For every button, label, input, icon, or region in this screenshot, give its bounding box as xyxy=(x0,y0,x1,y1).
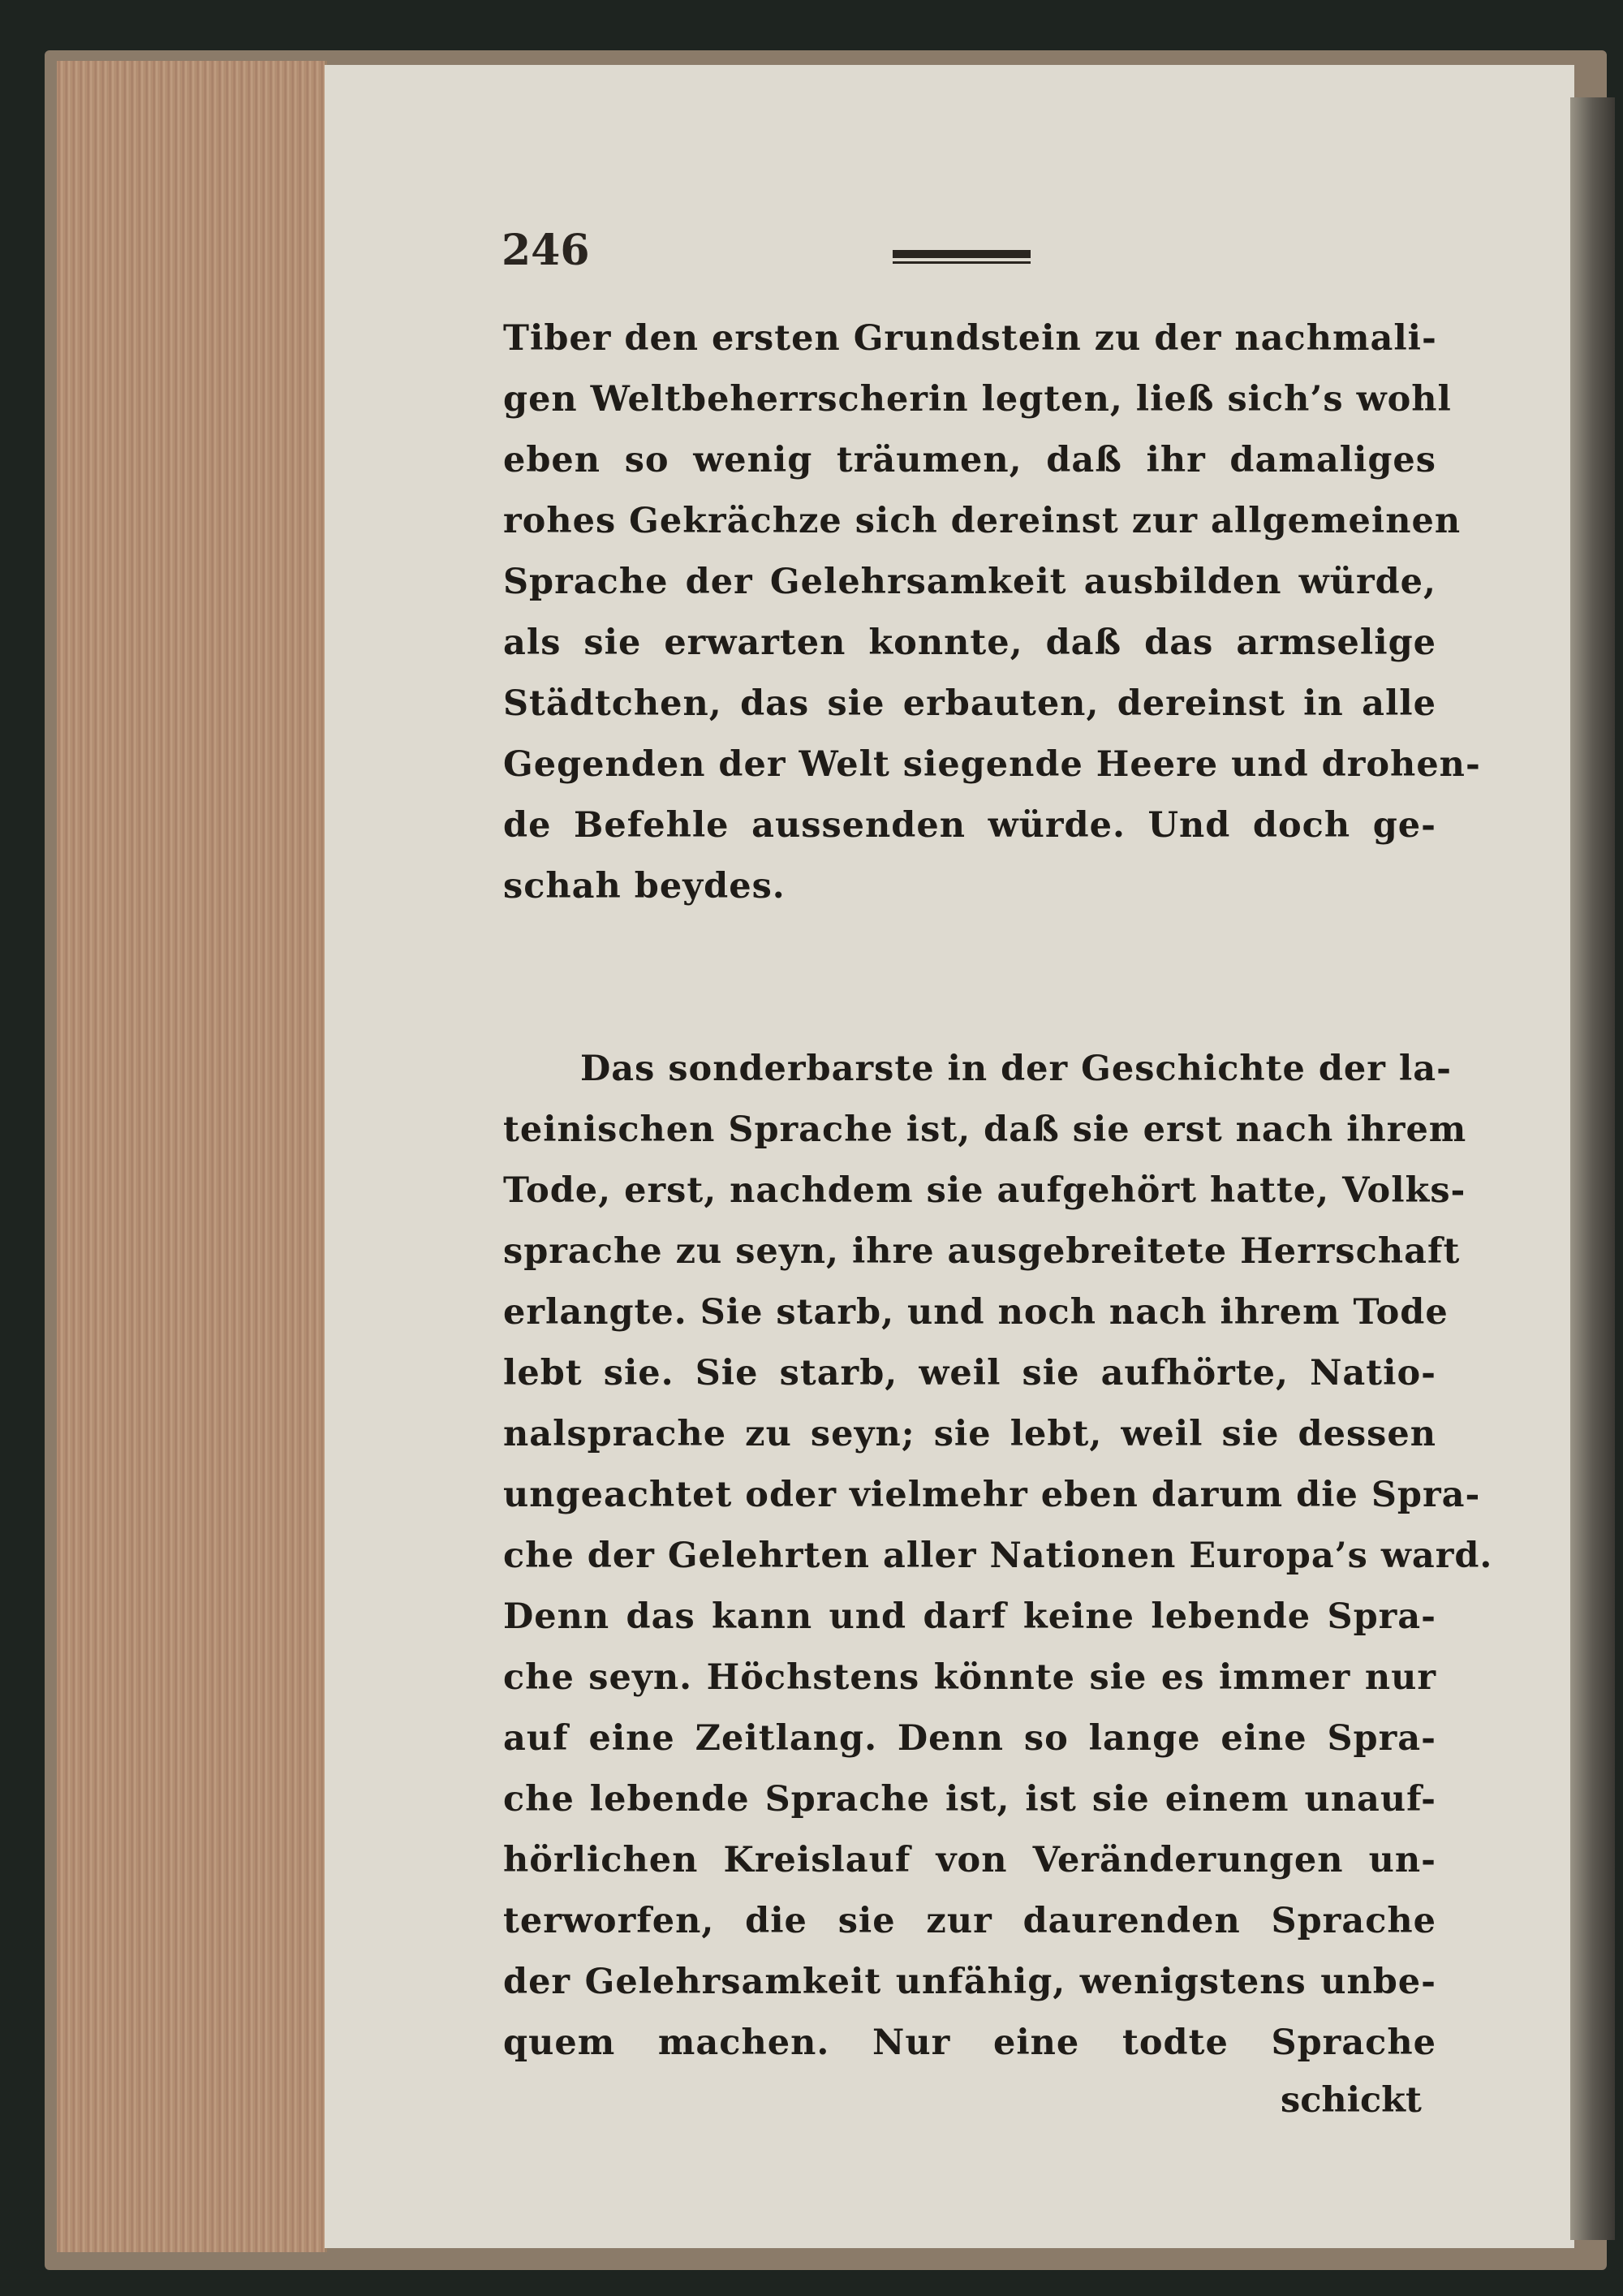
text-line: teinischen Sprache ist, daß sie erst nach ihrem xyxy=(503,1109,1467,1150)
text-line: Tiber den ersten Grundstein zu der nachmali- xyxy=(503,318,1437,359)
text-line: schah beydes. xyxy=(503,866,786,907)
book-gutter xyxy=(1570,97,1615,2240)
text-line: auf eine Zeitlang. Denn so lange eine Spra- xyxy=(503,1718,1436,1759)
text-line: rohes Gekrächze sich dereinst zur allgemeinen xyxy=(503,501,1462,541)
text-line: lebt sie. Sie starb, weil sie aufhörte, Natio- xyxy=(503,1353,1436,1394)
body-text xyxy=(503,308,1493,2074)
text-line: quem machen. Nur eine todte Sprache xyxy=(503,2022,1436,2063)
text-line: che lebende Sprache ist, ist sie einem unauf- xyxy=(503,1779,1436,1820)
text-line: Denn das kann und darf keine lebende Spra- xyxy=(503,1596,1436,1637)
page-edges xyxy=(57,61,327,2252)
text-line: nalsprache zu seyn; sie lebt, weil sie dessen xyxy=(503,1414,1436,1454)
catchword: schickt xyxy=(1281,2080,1422,2121)
page-number: 246 xyxy=(502,226,590,275)
text-line: de Befehle aussenden würde. Und doch ge- xyxy=(503,805,1436,846)
text-line: eben so wenig träumen, daß ihr damaliges xyxy=(503,440,1436,480)
text-line: hörlichen Kreislauf von Veränderungen un- xyxy=(503,1840,1436,1880)
text-line: terworfen, die sie zur daurenden Sprache xyxy=(503,1901,1436,1941)
text-line: che seyn. Höchstens könnte sie es immer nur xyxy=(503,1657,1436,1698)
text-line: als sie erwarten konnte, daß das armselige xyxy=(503,622,1436,663)
text-line: Sprache der Gelehrsamkeit ausbilden würde, xyxy=(503,562,1436,602)
text-line: gen Weltbeherrscherin legten, ließ sich’s wohl xyxy=(503,379,1452,420)
text-line: Städtchen, das sie erbauten, dereinst in alle xyxy=(503,683,1436,724)
text-line: ungeachtet oder vielmehr eben darum die Spra- xyxy=(503,1475,1481,1515)
text-line: erlangte. Sie starb, und noch nach ihrem Tode xyxy=(503,1292,1449,1333)
text-line: der Gelehrsamkeit unfähig, wenigstens unbe- xyxy=(503,1962,1436,2002)
text-line: che der Gelehrten aller Nationen Europa’s ward. xyxy=(503,1536,1493,1576)
text-line: sprache zu seyn, ihre ausgebreitete Herrschaft xyxy=(503,1231,1461,1272)
text-line: Gegenden der Welt siegende Heere und drohen- xyxy=(503,744,1481,785)
text-line: Das sonderbarste in der Geschichte der la- xyxy=(580,1049,1452,1089)
header-rule xyxy=(893,250,1031,266)
text-line: Tode, erst, nachdem sie aufgehört hatte, Volks- xyxy=(503,1170,1466,1211)
